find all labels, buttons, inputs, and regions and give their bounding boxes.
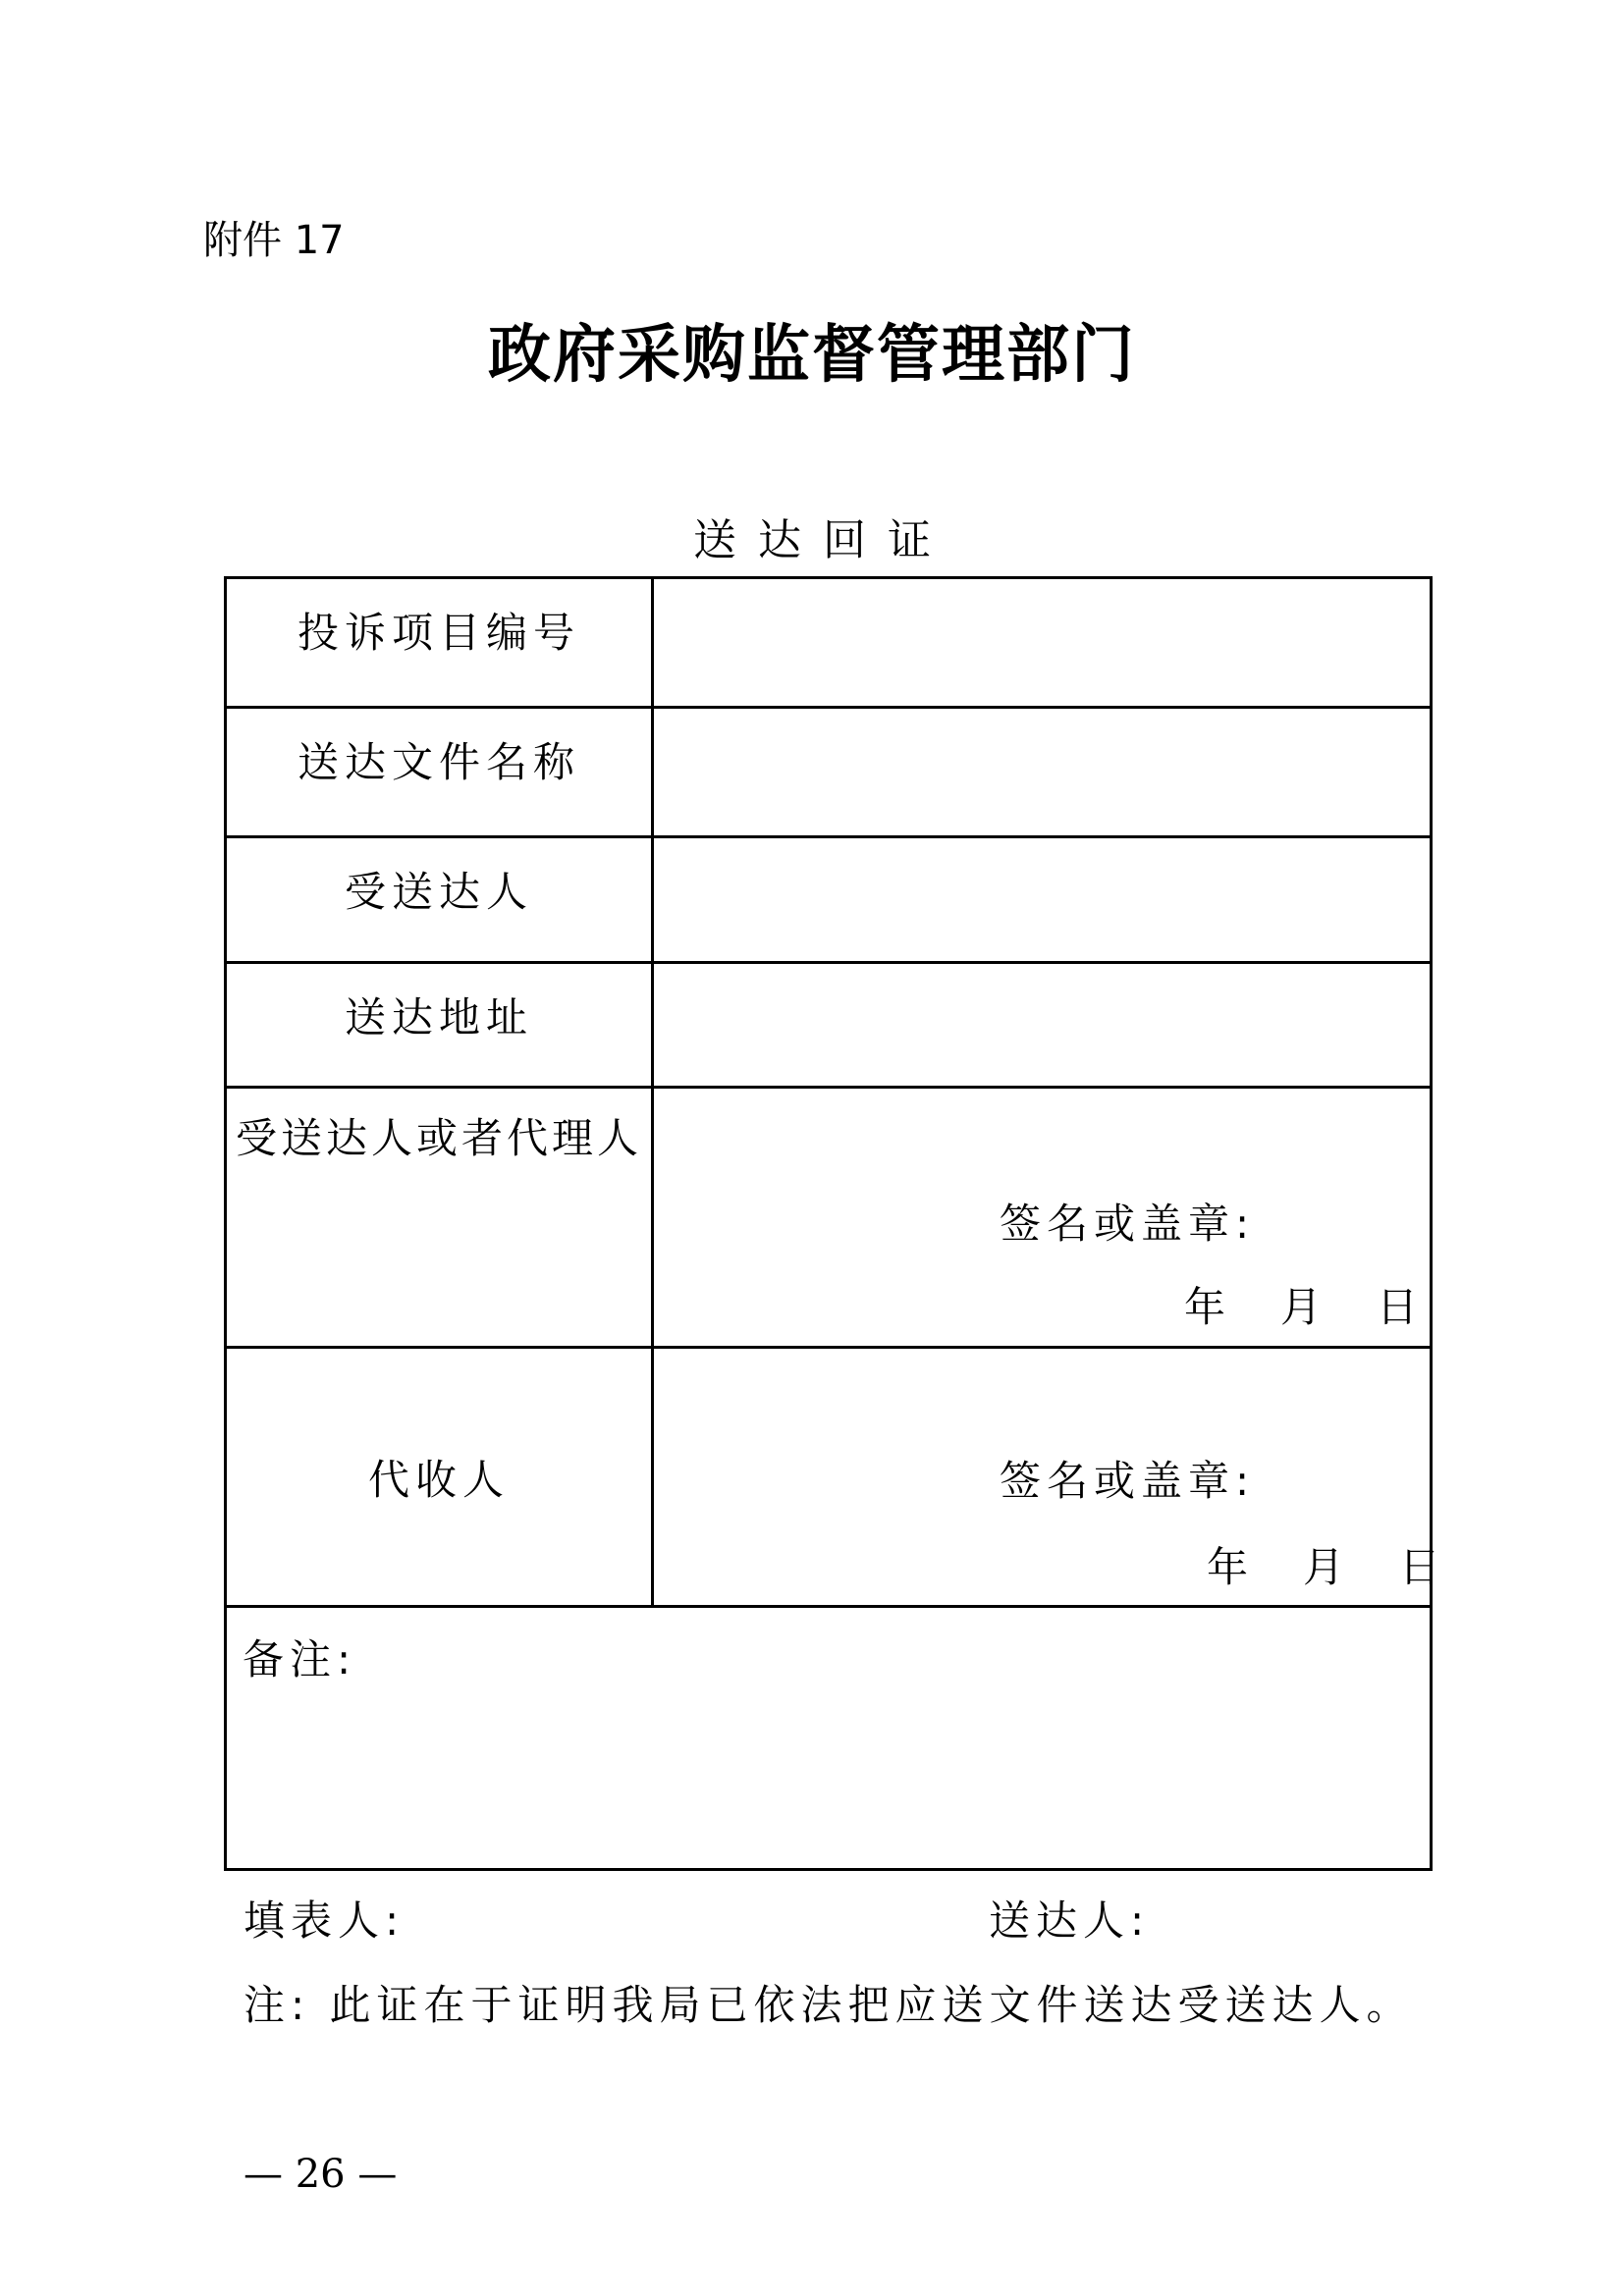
row-label-address: 送达地址 <box>226 963 653 1088</box>
sign-or-seal-label: 签名或盖章: <box>1000 1457 1256 1505</box>
table-row <box>226 708 1432 837</box>
remarks-label: 备注: <box>243 1635 357 1683</box>
table-row <box>226 1607 1432 1870</box>
row-label-document-name: 送达文件名称 <box>226 708 653 837</box>
row-label-recipient-or-agent: 受送达人或者代理人 <box>226 1088 653 1348</box>
service-receipt-table <box>224 576 1447 1871</box>
date-line <box>1184 1275 1424 1334</box>
date-line <box>1207 1535 1446 1594</box>
date-day-label: 日 <box>1377 1283 1425 1331</box>
address-field[interactable] <box>653 963 1432 1088</box>
date-year-label: 年 <box>1207 1543 1255 1591</box>
document-title: 政府采购监督管理部门 <box>488 318 1136 392</box>
deliverer-label: 送达人: <box>989 1896 1151 1945</box>
row-label-proxy-receiver: 代收人 <box>226 1348 653 1607</box>
date-month-label: 月 <box>1303 1543 1351 1591</box>
form-subtitle: 送达回证 <box>693 515 952 565</box>
project-number-field[interactable] <box>653 578 1432 708</box>
row-label-project-number: 投诉项目编号 <box>226 578 653 708</box>
footnote: 注: 此证在于证明我局已依法把应送文件送达受送达人。 <box>244 1981 1414 2029</box>
document-name-field[interactable] <box>653 708 1432 837</box>
page-number: — 26 — <box>244 2152 398 2197</box>
date-month-label: 月 <box>1280 1283 1328 1331</box>
form-filler-label: 填表人: <box>244 1896 406 1945</box>
proxy-signature-cell[interactable] <box>653 1348 1447 1607</box>
recipient-field[interactable] <box>653 837 1432 963</box>
table-row <box>226 1088 1432 1348</box>
table-row <box>226 1348 1432 1607</box>
table-row <box>226 578 1432 708</box>
date-day-label: 日 <box>1399 1543 1447 1591</box>
remarks-cell[interactable] <box>226 1607 1432 1870</box>
table-row <box>226 837 1432 963</box>
sign-or-seal-label: 签名或盖章: <box>1000 1200 1256 1248</box>
row-label-recipient: 受送达人 <box>226 837 653 963</box>
attachment-label: 附件 17 <box>203 218 345 263</box>
date-year-label: 年 <box>1184 1283 1232 1331</box>
recipient-agent-signature-cell[interactable] <box>653 1088 1432 1348</box>
table-row <box>226 963 1432 1088</box>
